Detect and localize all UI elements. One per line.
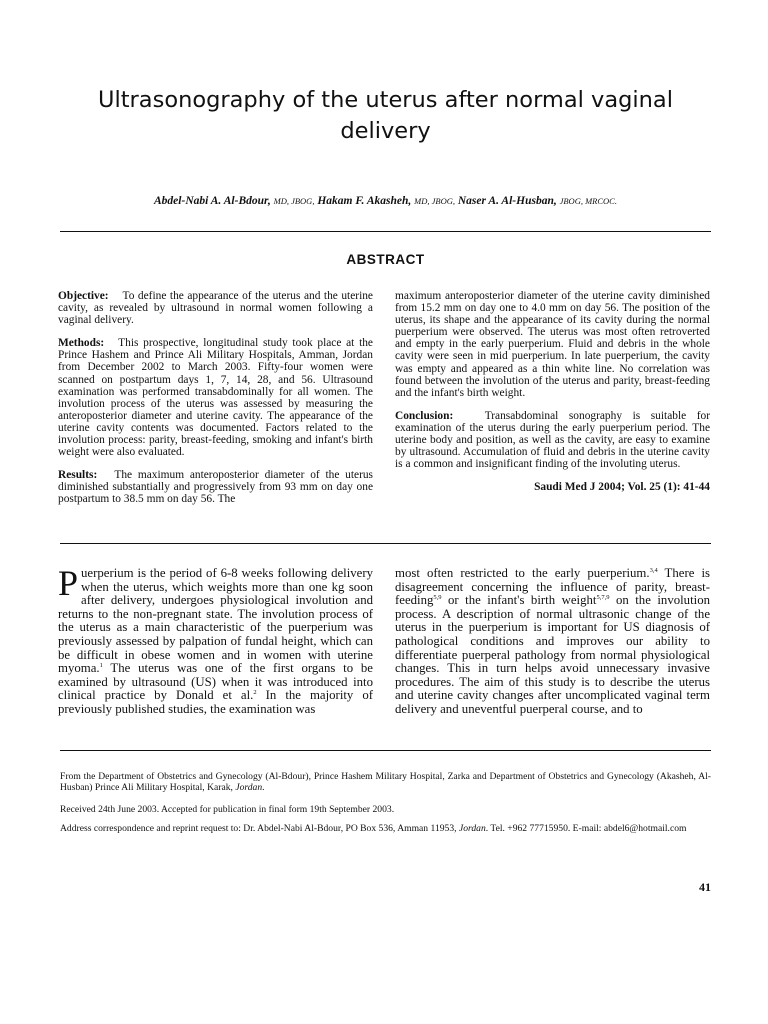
body-left-column: Puerperium is the period of 6-8 weeks following delivery when the uterus, which weights more than one kg soon after delivery, undergoes physiological involution and returns to the non-pregnant state. The involution process of the uterus as a main characteristic of the puerperium was previously assessed by palpation of fundal height, which can be difficult in obese women and in women with uterine myoma.$^1$ The uterus was one of the first organs to be examined by ultrasound (US) when it was introduced into clinical practice by Donald et al.$^2$ In the majority of previously published studies, the examination was bbox=[58, 563, 373, 716]
abstract-methods: Methods: This prospective, longitudinal study took place at the Prince Hashem and Prince Ali Military Hospitals, Amman, Jordan from December 2002 to March 2003. Fifty-four women were scanned on postpartum days 1, 7, 14, 28, and 56. Ultrasound examination was performed transabdominally for all women. The involution process of the uterus was assessed by measuring the anteroposterior diameter and uterine cavity. The appearance of the uterine cavity contents was documented. Factors related to the involution process: parity, breast-feeding, smoking and infant's birth weight were also evaluated. bbox=[58, 337, 373, 459]
reference: 2 bbox=[253, 689, 257, 697]
author-name: Naser A. Al-Husban, bbox=[457, 195, 557, 207]
abstract-conclusion: Conclusion: Transabdominal sonography is suitable for examination of the uterus during the early puerperium period. The uterine body and position, as well as the cavity, are easy to examine by ultrasound. Accumulation of fluid and debris in the uterine cavity is a common and insignificant finding of the involuting uterus. bbox=[395, 409, 710, 471]
article-title: Ultrasonography of the uterus after normal vaginal delivery bbox=[98, 87, 673, 144]
reference: 3,4 bbox=[649, 567, 658, 574]
abstract-left-column bbox=[58, 290, 373, 517]
divider bbox=[60, 231, 711, 232]
author-name: Hakam F. Akasheh, bbox=[317, 195, 412, 207]
divider bbox=[60, 543, 711, 544]
abstract-heading: ABSTRACT bbox=[346, 252, 425, 267]
reference: 5,7,9 bbox=[596, 594, 610, 602]
author-credentials: MD, JBOG, bbox=[273, 196, 315, 206]
author-name: Abdel-Nabi A. Al-Bdour, bbox=[154, 195, 271, 207]
drop-cap: P bbox=[58, 563, 79, 603]
divider bbox=[60, 750, 711, 751]
abstract-results: Results: The maximum anteroposterior diameter of the uterus diminished substantially and progressively from 93 mm on day one postpartum to 38.5 mm on day 56. The bbox=[58, 469, 373, 506]
journal-citation: Saudi Med J 2004; Vol. 25 (1): 41-44 bbox=[534, 481, 710, 494]
author-line bbox=[60, 195, 711, 207]
author-credentials: JBOG, MRCOC. bbox=[559, 196, 617, 206]
abstract-results-continued: maximum anteroposterior diameter of the uterine cavity diminished from 15.2 mm on day one to 4.0 mm on day 56. The position of the uterus, its shape and the appearance of its cavity during the normal puerperium were observed. The uterus was most often retroverted and empty in the early puerperium. Fluid and debris in the whole cavity were seen in mid puerperium. In late puerperium, the cavity was empty and appeared as a thin white line. No correlation was found between the involution of the uterus and parity, breast-feeding and the infant's birth weight. bbox=[395, 290, 710, 399]
body-right-column: most often restricted to the early puerperium.$^{3,4}$ There is disagreement concerning the influence of parity, breast-feeding$^{5,9}$ or the infant's birth weight$^{5,7,9}$ on the involution process. A description of normal ultrasonic change of the uterus in the puerperium is important for US diagnosis of pathological conditions and improves our ability to differentiate puerperal pathology from normal physiological changes. This in turn helps avoid unnecessary invasive procedures. The aim of this study is to describe the uterus and uterine cavity changes after uncomplicated vaginal term delivery and uneventful puerperal course, and to bbox=[395, 566, 710, 716]
abstract-objective: Objective: To define the appearance of the uterus and the uterine cavity, as revealed by ultrasound in normal women following a vaginal delivery. bbox=[58, 290, 373, 327]
reference: 1 bbox=[99, 662, 103, 670]
received-note: Received 24th June 2003. Accepted for publication in final form 19th September 2003. bbox=[60, 804, 395, 815]
affiliation-note: From the Department of Obstetrics and Gynecology (Al-Bdour), Prince Hashem Military Hospital, Zarka and Department of Obstetrics and Gynecology (Akasheh, Al-Husban) Prince Ali Military Hospital, Karak, Jordan. bbox=[60, 771, 711, 793]
author-credentials: MD, JBOG, bbox=[414, 196, 455, 206]
page-number: 41 bbox=[699, 880, 711, 894]
reference: 5,9 bbox=[433, 594, 442, 602]
abstract-right-column bbox=[395, 290, 710, 493]
correspondence-note: Address correspondence and reprint request to: Dr. Abdel-Nabi Al-Bdour, PO Box 536, Amman 11953, Jordan. Tel. +962 77715950. E-mail: abdel6@hotmail.com bbox=[60, 823, 687, 834]
